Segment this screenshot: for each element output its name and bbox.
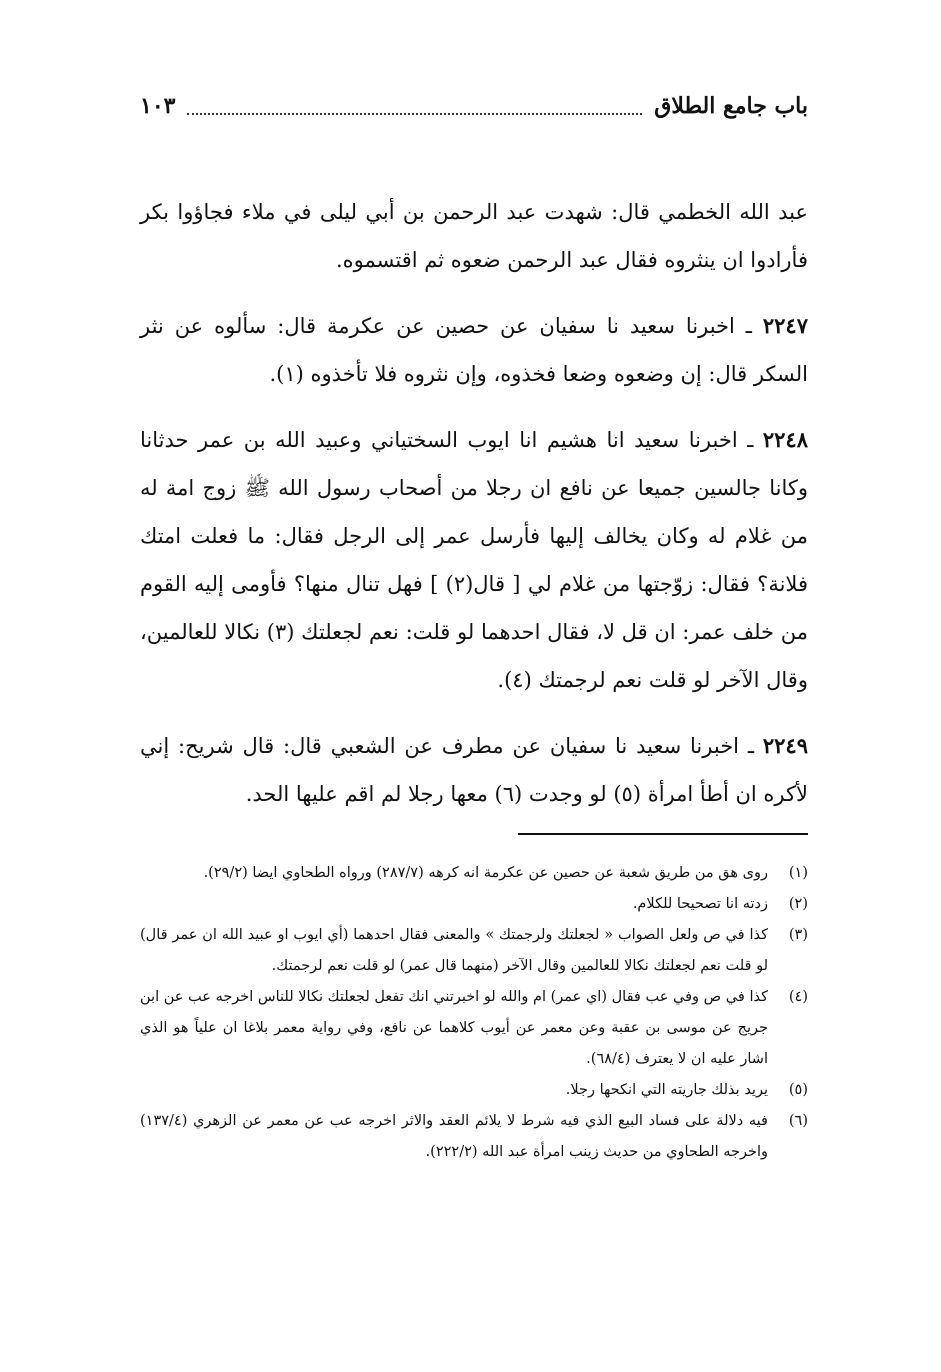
hadith-2248 (140, 416, 808, 704)
hadith-2249 (140, 722, 808, 818)
page-number: ١٠٣ (140, 93, 176, 119)
hadith-text: ـ اخبرنا سعيد انا هشيم انا ايوب السختياني وعبيد الله بن عمر حدثانا وكانا جالسين جميعا عن نافع ان رجلا من أصحاب رسول الله ﷺ زوج امة له من غلام له وكان يخالف إليها فأرسل عمر إلى الرجل فقال: ما فعلت امتك فلانة؟ فقال: زوّجتها من غلام لي [ قال(٢) ] فهل تنال منها؟ فأومى إليه القوم من خلف عمر: ان قل لا، فقال احدهما لو قلت: نعم لجعلتك (٣) نكالا للعالمين، وقال الآخر لو قلت نعم لرجمتك (٤). (140, 428, 808, 692)
footnote-number: (٥) (788, 1082, 808, 1098)
footnote-text: يريد بذلك جاريته التي انكحها رجلا. (565, 1082, 768, 1098)
main-text (140, 188, 808, 836)
hadith-number: ٢٢٤٩ (762, 733, 808, 758)
footnote-number: (١) (788, 865, 808, 881)
hadith-text: ـ اخبرنا سعيد نا سفيان عن حصين عن عكرمة قال: سألوه عن نثر السكر قال: إن وضعوه وضعا فخذوه، وإن نثروه فلا تأخذوه (١). (140, 314, 808, 386)
footnote-6 (140, 1106, 808, 1168)
footnote-separator (518, 833, 808, 835)
hadith-text: ـ اخبرنا سعيد نا سفيان عن مطرف عن الشعبي قال: قال شريح: إني لأكره ان أطأ امرأة (٥) لو وجدت (٦) معها رجلا لم اقم عليها الحد. (140, 734, 808, 806)
footnote-text: زدته انا تصحيحا للكلام. (632, 896, 768, 912)
footnote-text: كذا في ص ولعل الصواب « لجعلتك ولرجمتك » والمعنى فقال احدهما (أي ايوب او عبيد الله ان عمر قال) لو قلت نعم لجعلتك نكالا للعالمين وقال الآخر (منهما قال عمر) لو قلت نعم لرجمتك. (140, 927, 768, 974)
hadith-2247 (140, 302, 808, 398)
chapter-title: باب جامع الطلاق (654, 93, 808, 119)
footnote-number: (٣) (788, 927, 808, 943)
footnote-4 (140, 982, 808, 1075)
header-dotted-leader (187, 113, 642, 115)
paragraph-text: عبد الله الخطمي قال: شهدت عبد الرحمن بن أبي ليلى في ملاء فجاؤوا بكر فأرادوا ان ينثروه فقال عبد الرحمن ضعوه ثم اقتسموه. (140, 200, 808, 272)
paragraph-continuation (140, 188, 808, 284)
footnote-text: كذا في ص وفي عب فقال (اي عمر) ام والله لو اخبرتني انك تفعل لجعلتك نكالا للناس اخرجه عب عن ابن جريج عن موسى بن عقبة وعن معمر عن أيوب كلاهما عن نافع، وفي رواية معمر بلاغا ان علياً هو الذي اشار عليه ان لا يعترف (٦٨/٤). (140, 989, 768, 1067)
footnote-5 (140, 1075, 808, 1106)
footnote-number: (٢) (788, 896, 808, 912)
footnote-text: روى هق من طريق شعبة عن حصين عن عكرمة انه كرهه (٢٨٧/٧) ورواه الطحاوي ايضا (٢٩/٢). (203, 865, 768, 881)
footnote-text: فيه دلالة على فساد البيع الذي فيه شرط لا يلائم العقد والاثر اخرجه عب عن معمر عن الزهري (١٣٧/٤) واخرجه الطحاوي من حديث زينب امرأة عبد الله (٢٢٢/٢). (140, 1113, 768, 1160)
footnote-2 (140, 889, 808, 920)
running-header (140, 86, 808, 126)
footnote-1 (140, 858, 808, 889)
footnote-number: (٦) (788, 1113, 808, 1129)
hadith-number: ٢٢٤٧ (762, 313, 808, 338)
hadith-number: ٢٢٤٨ (762, 427, 808, 452)
footnote-number: (٤) (788, 989, 808, 1005)
footnotes (140, 858, 808, 1168)
footnote-3 (140, 920, 808, 982)
